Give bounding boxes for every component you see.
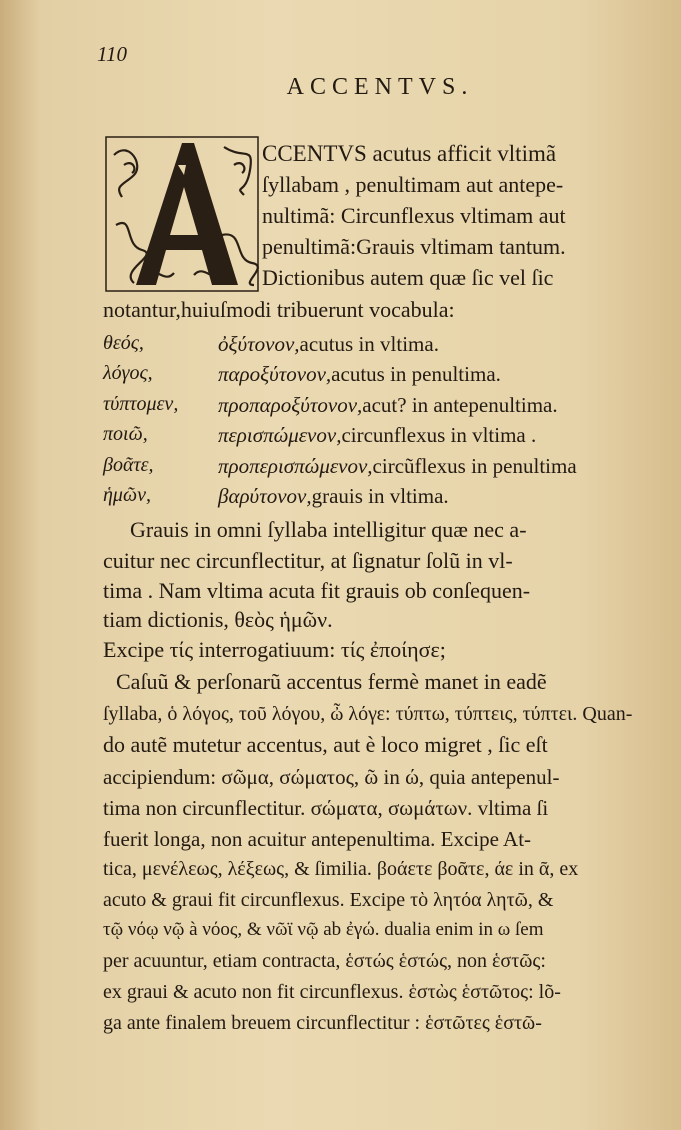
- body-line-5: Excipe τίς interrogatiuum: τίς ἐποίησε;: [103, 637, 446, 662]
- greek-term: προπερισπώμενον,: [218, 454, 373, 478]
- intro-line-4: penultimã:Grauis vltimam tantum.: [262, 234, 566, 259]
- greek-word: τύπτομεν,: [103, 393, 179, 415]
- greek-term: περισπώμενον,: [218, 423, 342, 447]
- body-line-1: Grauis in omni ſyllaba intelligitur quæ nec a-: [130, 517, 527, 542]
- intro-line-1: CCENTVS acutus afficit vltimã: [262, 141, 557, 166]
- latin-meaning: grauis in vltima.: [311, 484, 449, 508]
- body-line-14: τῷ νόῳ νῷ à νόος, & νῶϊ νῷ ab ἐγώ. dualia enim in ω ſem: [103, 919, 544, 940]
- body-line-8: do autẽ mutetur accentus, aut è loco migret , ſic eſt: [103, 732, 548, 757]
- body-line-15: per acuuntur, etiam contracta, ἑστώς ἑστώς, non ἑστῶς:: [103, 950, 546, 972]
- body-line-6: Caſuũ & perſonarũ accentus fermè manet in eadẽ: [116, 669, 547, 694]
- latin-meaning: acutus in penultima.: [331, 362, 501, 386]
- greek-term: παροξύτονον,: [218, 362, 332, 386]
- body-line-4: tiam dictionis, θεὸς ἡμῶν.: [103, 607, 333, 632]
- page-number: 110: [97, 42, 127, 66]
- latin-meaning: circũflexus in penultima: [372, 454, 577, 478]
- greek-term: βαρύτονον,: [218, 484, 312, 508]
- body-line-11: fuerit longa, non acuitur antepenultima. Excipe At-: [103, 827, 532, 851]
- body-line-17: ga ante finalem breuem circunflectitur : ἑστῶτες ἑστῶ-: [103, 1012, 542, 1034]
- intro-line-3: nultimã: Circunflexus vltimam aut: [262, 203, 566, 228]
- full-line: notantur,huiuſmodi tribuerunt vocabula:: [103, 297, 455, 322]
- running-head: ACCENTVS.: [286, 74, 474, 100]
- body-line-2: cuitur nec circunflectitur, at ſignatur ſolũ in vl-: [103, 548, 513, 573]
- greek-term: ὀξύτονον,: [218, 332, 300, 356]
- latin-meaning: circunflexus in vltima .: [341, 423, 537, 447]
- body-line-9: accipiendum: σῶμα, σώματος, ῶ in ώ, quia antepenul-: [103, 765, 560, 789]
- latin-meaning: acutus in vltima.: [299, 332, 439, 356]
- decorated-initial-A: [104, 135, 260, 293]
- greek-word: ἡμῶν,: [103, 484, 151, 506]
- body-line-10: tima non circunflectitur. σώματα, σωμάτων. vltima ſi: [103, 796, 549, 820]
- body-line-3: tima . Nam vltima acuta fit grauis ob conſequen-: [103, 578, 531, 603]
- greek-word: βοᾶτε,: [103, 454, 154, 476]
- body-line-13: acuto & graui fit circunflexus. Excipe τὸ λητόα λητῶ, &: [103, 889, 554, 911]
- intro-line-5: Dictionibus autem quæ ſic vel ſic: [262, 265, 554, 290]
- body-line-12: tica, μενέλεως, λέξεως, & ſimilia. βοάετε βοᾶτε, άε in ᾶ, ex: [103, 858, 579, 880]
- ornament-icon: [104, 135, 260, 293]
- body-line-7: ſyllaba, ὁ λόγος, τοῦ λόγου, ὦ λόγε: τύπτω, τύπτεις, τύπτει. Quan-: [103, 703, 633, 725]
- intro-line-2: ſyllabam , penultimam aut antepe-: [262, 172, 564, 197]
- greek-word: θεός,: [103, 332, 144, 354]
- greek-word: ποιῶ,: [103, 423, 148, 445]
- body-line-16: ex graui & acuto non fit circunflexus. ἑστὼς ἑστῶτος: lõ-: [103, 981, 561, 1003]
- greek-term: προπαροξύτονον,: [218, 393, 363, 417]
- latin-meaning: acut? in antepenultima.: [362, 393, 558, 417]
- greek-word: λόγος,: [103, 362, 153, 384]
